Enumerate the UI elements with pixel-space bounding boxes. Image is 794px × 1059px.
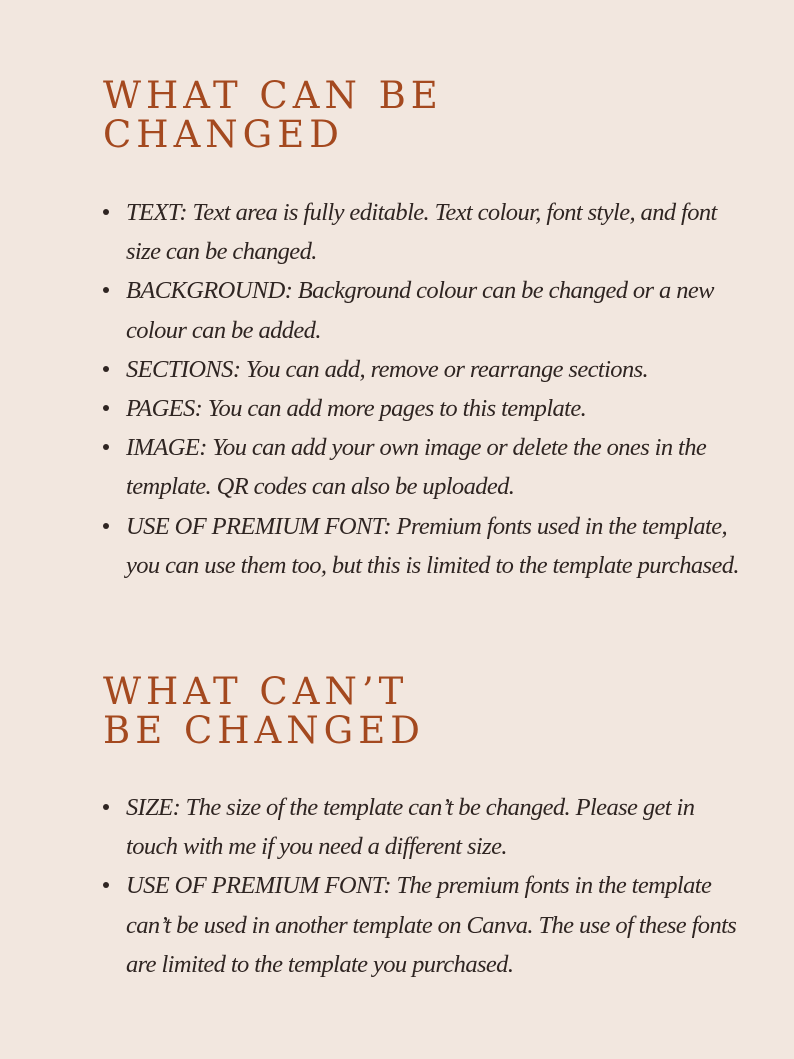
item-text: SECTIONS: You can add, remove or rearrange sections. (126, 355, 649, 383)
bullet-dot-icon (103, 287, 109, 293)
can-change-item-pages (103, 389, 743, 428)
item-text: USE OF PREMIUM FONT: Premium fonts used in the template, you can use them too, but this is limited to the template purchased. (126, 512, 739, 579)
heading-line-1: WHAT CAN BE (103, 74, 443, 117)
cant-change-list (103, 788, 743, 984)
bullet-dot-icon (103, 444, 109, 450)
bullet-dot-icon (103, 804, 109, 810)
heading-line-2: CHANGED (103, 113, 344, 156)
what-cant-be-changed-section (103, 672, 743, 984)
can-change-list (103, 193, 743, 585)
can-change-item-premium-font (103, 507, 743, 585)
bullet-dot-icon (103, 405, 109, 411)
can-change-item-image (103, 428, 743, 506)
can-change-item-text (103, 193, 743, 271)
bullet-dot-icon (103, 209, 109, 215)
item-text: SIZE: The size of the template can’t be changed. Please get in touch with me if you need a different size. (126, 794, 695, 861)
can-change-item-background (103, 271, 743, 349)
heading-line-1: WHAT CAN’T (103, 670, 409, 713)
item-text: IMAGE: You can add your own image or delete the ones in the template. QR codes can also be uploaded. (126, 434, 707, 501)
item-text: BACKGROUND: Background colour can be changed or a new colour can be added. (126, 277, 714, 344)
can-change-item-sections (103, 350, 743, 389)
what-can-be-changed-heading (103, 76, 743, 154)
what-can-be-changed-section (103, 76, 743, 585)
cant-change-item-premium-font (103, 866, 743, 984)
bullet-dot-icon (103, 882, 109, 888)
item-text: PAGES: You can add more pages to this template. (126, 395, 587, 423)
bullet-dot-icon (103, 523, 109, 529)
bullet-dot-icon (103, 366, 109, 372)
what-cant-be-changed-heading (103, 672, 743, 750)
item-text: USE OF PREMIUM FONT: The premium fonts in the template can’t be used in another template on Canva. The use of these fonts are limited to the template you purchased. (126, 872, 737, 978)
item-text: TEXT: Text area is fully editable. Text colour, font style, and font size can be changed. (126, 199, 717, 266)
heading-line-2: BE CHANGED (103, 709, 425, 752)
cant-change-item-size (103, 788, 743, 866)
